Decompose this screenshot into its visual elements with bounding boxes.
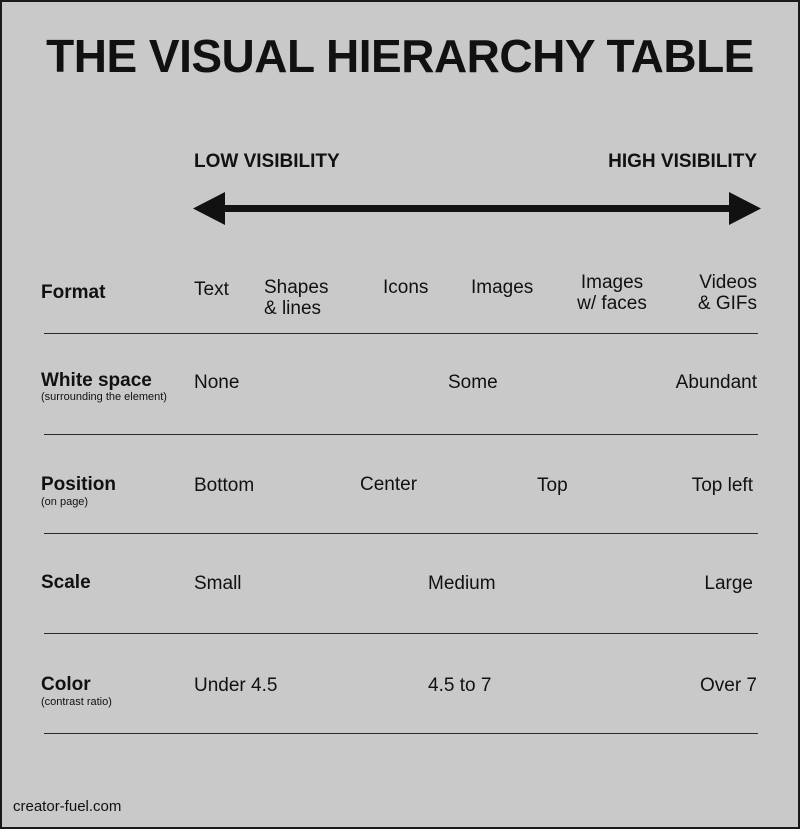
double-arrow-icon (193, 188, 761, 228)
position-bottom: Bottom (194, 475, 255, 496)
format-icons: Icons (383, 277, 429, 298)
high-visibility-label: HIGH VISIBILITY (608, 151, 757, 172)
row-sublabel-color: (contrast ratio) (41, 696, 112, 708)
scale-large: Large (704, 573, 753, 594)
row-sublabel-white-space: (surrounding the element) (41, 391, 167, 403)
row-label-color: Color (41, 674, 91, 695)
row-label-white-space: White space (41, 370, 152, 391)
white-space-none: None (194, 372, 240, 393)
color-4-5-to-7: 4.5 to 7 (428, 675, 492, 696)
color-under-4-5: Under 4.5 (194, 675, 278, 696)
row-divider (44, 333, 758, 334)
position-top: Top (537, 475, 568, 496)
white-space-abundant: Abundant (675, 372, 757, 393)
scale-small: Small (194, 573, 242, 594)
row-divider (44, 434, 758, 435)
row-label-format: Format (41, 282, 106, 303)
row-label-scale: Scale (41, 572, 91, 593)
row-sublabel-position: (on page) (41, 496, 89, 508)
format-text: Text (194, 279, 229, 300)
format-images: Images (471, 277, 534, 298)
low-visibility-label: LOW VISIBILITY (194, 151, 340, 172)
format-shapes-lines: Shapes & lines (264, 277, 329, 319)
format-videos-gifs: Videos & GIFs (697, 272, 757, 314)
scale-medium: Medium (428, 573, 496, 594)
footer-credit: creator-fuel.com (13, 798, 122, 815)
row-divider (44, 733, 758, 734)
white-space-some: Some (448, 372, 498, 393)
page-title: THE VISUAL HIERARCHY TABLE (46, 30, 754, 82)
format-images-faces: Images w/ faces (577, 272, 647, 314)
row-divider (44, 533, 758, 534)
position-center: Center (360, 474, 418, 495)
row-divider (44, 633, 758, 634)
position-top-left: Top left (691, 475, 753, 496)
row-label-position: Position (41, 474, 116, 495)
color-over-7: Over 7 (699, 675, 757, 696)
